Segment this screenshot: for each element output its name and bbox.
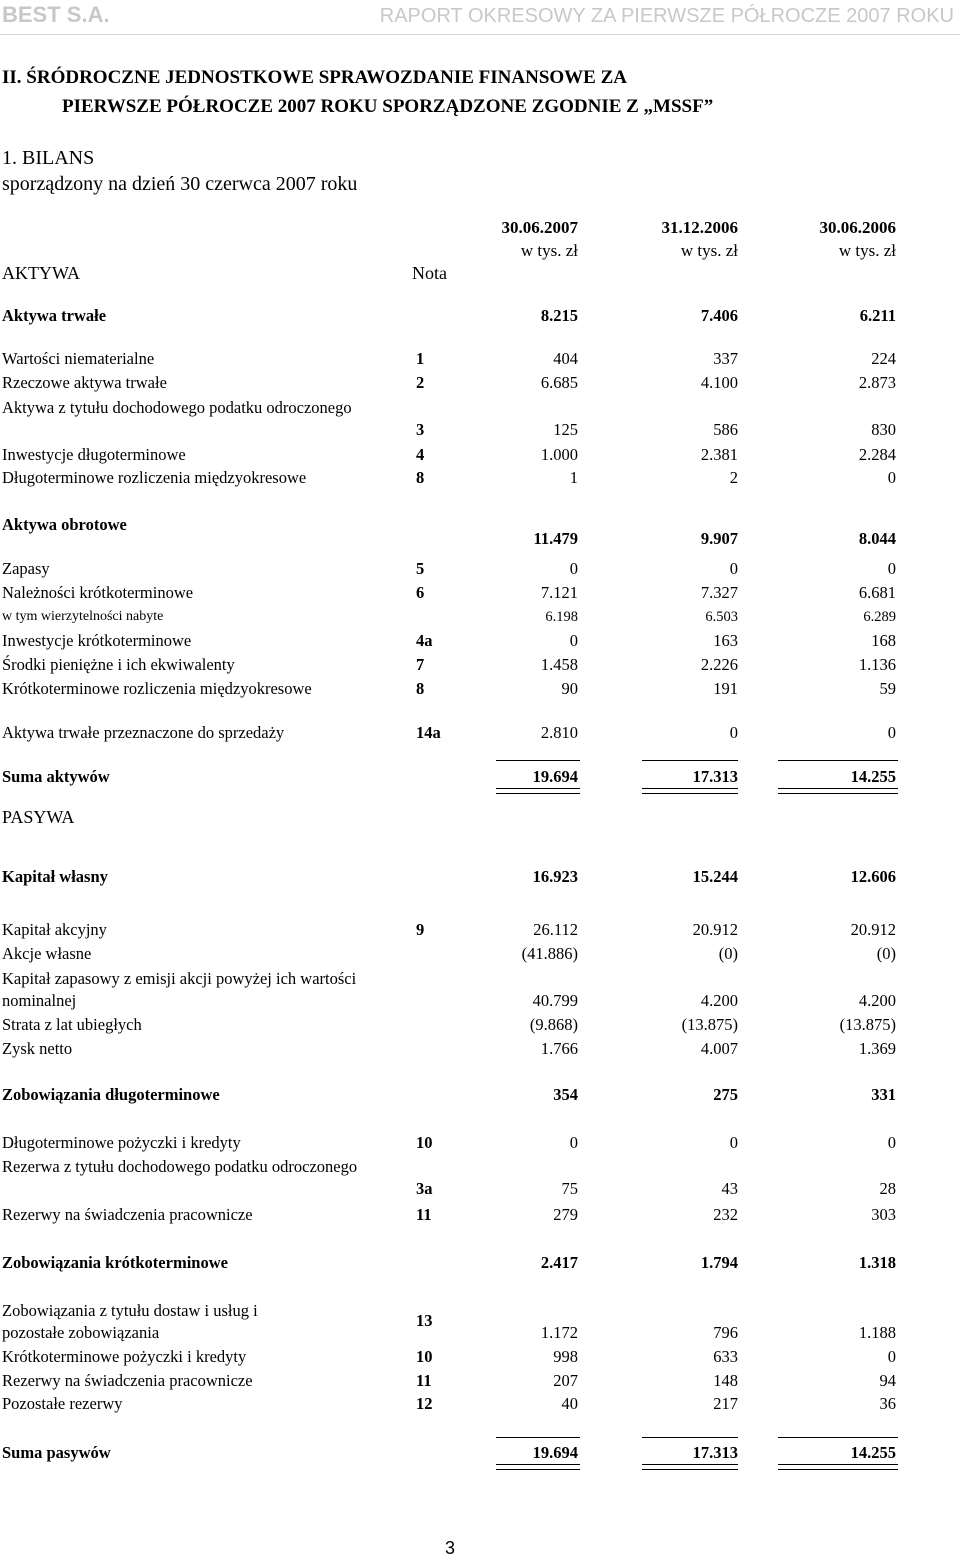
value-31-12-2006: 633 [713, 1347, 738, 1366]
value-30-06-2006: 830 [871, 420, 896, 439]
value-30-06-2007: 1 [569, 468, 578, 487]
note-number: 9 [416, 920, 425, 939]
row-label: Zobowiązania z tytułu dostaw i usług i pozostałe zobowiązania [2, 1301, 258, 1342]
value-30-06-2007: 40 [561, 1394, 578, 1413]
section-subtitle: sporządzony na dzień 30 czerwca 2007 roku [2, 173, 358, 195]
value-30-06-2006: 1.136 [858, 655, 896, 674]
value-30-06-2007: 8.215 [540, 306, 578, 325]
value-30-06-2006: 59 [879, 679, 896, 698]
row-kapital-wlasny [0, 866, 960, 888]
report-title: RAPORT OKRESOWY ZA PIERWSZE PÓŁROCZE 2007 ROKU [379, 5, 954, 27]
value-31-12-2006: 17.313 [692, 1443, 738, 1462]
value-31-12-2006: 275 [713, 1085, 738, 1104]
value-30-06-2006: 6.211 [859, 306, 896, 325]
note-number: 4a [416, 631, 433, 650]
row-label: Suma pasywów [2, 1443, 111, 1462]
sum-rule-col3-top [778, 760, 898, 761]
col2-date: 31.12.2006 [661, 218, 738, 237]
value-30-06-2007: 125 [553, 420, 578, 439]
note-number: 5 [416, 559, 425, 578]
note-number: 10 [416, 1347, 433, 1366]
value-30-06-2006: 2.284 [858, 445, 896, 464]
pasywa-heading: PASYWA [2, 807, 75, 827]
sum-double-rule-col2 [642, 788, 738, 794]
value-30-06-2006: 2.873 [858, 373, 896, 392]
row-inwestycje-dlugo [0, 444, 960, 466]
row-pozyczki-dlugo [0, 1132, 960, 1154]
row-zobowiazania-dlugo [0, 1084, 960, 1106]
value-30-06-2006: 1.318 [858, 1253, 896, 1272]
note-number: 12 [416, 1394, 433, 1413]
value-30-06-2007: 354 [553, 1085, 578, 1104]
value-30-06-2007: 0 [569, 1133, 578, 1152]
value-30-06-2006: 0 [887, 723, 896, 742]
value-31-12-2006: 0 [729, 1133, 738, 1152]
value-30-06-2006: 303 [871, 1205, 896, 1224]
row-strata [0, 1014, 960, 1036]
value-31-12-2006: 232 [713, 1205, 738, 1224]
value-30-06-2007: 404 [553, 349, 578, 368]
value-31-12-2006: 15.244 [692, 867, 738, 886]
value-30-06-2007: (9.868) [529, 1015, 578, 1034]
note-number: 7 [416, 655, 425, 674]
row-srodki-pieniezne [0, 654, 960, 676]
row-aktywa-trwale [0, 305, 960, 327]
value-30-06-2007: 1.172 [540, 1323, 578, 1342]
value-31-12-2006: 586 [713, 420, 738, 439]
row-label: Kapitał zapasowy z emisji akcji powyżej ich wartości nominalnej [2, 969, 357, 1010]
value-31-12-2006: (13.875) [681, 1015, 738, 1034]
value-30-06-2007: (41.886) [521, 944, 578, 963]
value-30-06-2007: 90 [561, 679, 578, 698]
value-30-06-2007: 0 [569, 631, 578, 650]
row-pozyczki-krotko [0, 1346, 960, 1368]
value-31-12-2006: 1.794 [700, 1253, 738, 1272]
value-30-06-2006: 0 [887, 468, 896, 487]
row-wierzytelnosci [0, 606, 960, 628]
value-30-06-2006: 4.200 [858, 991, 896, 1010]
sum-double-rule-col3 [778, 788, 898, 794]
value-30-06-2007: 279 [553, 1205, 578, 1224]
row-label: Długoterminowe pożyczki i kredyty [2, 1133, 241, 1152]
value-30-06-2007: 2.810 [540, 723, 578, 742]
value-30-06-2007: 6.198 [545, 609, 578, 625]
note-number: 8 [416, 468, 425, 487]
value-30-06-2007: 19.694 [532, 767, 578, 786]
value-30-06-2006: 28 [879, 1179, 896, 1198]
value-31-12-2006: 7.327 [700, 583, 738, 602]
sum2-double-rule-col1 [496, 1464, 580, 1470]
value-31-12-2006: 0 [729, 723, 738, 742]
value-30-06-2007: 0 [569, 559, 578, 578]
row-kapital-akcyjny [0, 919, 960, 941]
value-31-12-2006: 17.313 [692, 767, 738, 786]
value-30-06-2007: 16.923 [532, 867, 578, 886]
page-number: 3 [445, 1538, 456, 1558]
row-do-sprzedazy [0, 722, 960, 744]
row-label: Aktywa obrotowe [2, 515, 127, 534]
document-title-line-2: PIERWSZE PÓŁROCZE 2007 ROKU SPORZĄDZONE ZGODNIE Z „MSSF” [62, 96, 714, 117]
note-number: 13 [416, 1311, 433, 1330]
value-30-06-2006: 12.606 [850, 867, 896, 886]
col3-date: 30.06.2006 [819, 218, 896, 237]
value-30-06-2007: 998 [553, 1347, 578, 1366]
sum2-rule-col2-top [642, 1437, 738, 1438]
note-number: 10 [416, 1133, 433, 1152]
value-30-06-2007: 75 [561, 1179, 578, 1198]
row-label: Rezerwy na świadczenia pracownicze [2, 1371, 253, 1390]
note-number: 2 [416, 373, 425, 392]
value-31-12-2006: 7.406 [700, 306, 738, 325]
value-31-12-2006: 337 [713, 349, 738, 368]
row-wartosci-niematerialne [0, 348, 960, 370]
value-31-12-2006: 4.100 [700, 373, 738, 392]
note-number: 14a [416, 723, 441, 742]
value-31-12-2006: 6.503 [705, 609, 738, 625]
row-rozliczenia-krotko [0, 678, 960, 700]
value-31-12-2006: 191 [713, 679, 738, 698]
value-30-06-2007: 7.121 [540, 583, 578, 602]
row-label: Środki pieniężne i ich ekwiwalenty [2, 655, 235, 674]
value-30-06-2006: 14.255 [850, 767, 896, 786]
value-31-12-2006: (0) [718, 944, 738, 963]
value-30-06-2006: 14.255 [850, 1443, 896, 1462]
row-label: Inwestycje krótkoterminowe [2, 631, 192, 650]
col1-date: 30.06.2007 [501, 218, 578, 237]
value-30-06-2007: 1.458 [540, 655, 578, 674]
row-label: Kapitał własny [2, 867, 108, 886]
value-30-06-2007: 1.766 [540, 1039, 578, 1058]
value-30-06-2006: 224 [871, 349, 896, 368]
row-label: Rezerwy na świadczenia pracownicze [2, 1205, 253, 1224]
value-31-12-2006: 0 [729, 559, 738, 578]
sum-rule-col1-top [496, 760, 580, 761]
note-number: 3 [416, 420, 425, 439]
value-30-06-2006: 0 [887, 1133, 896, 1152]
value-31-12-2006: 796 [713, 1323, 738, 1342]
note-number: 11 [416, 1205, 432, 1224]
aktywa-heading: AKTYWA [2, 263, 80, 283]
row-label: Strata z lat ubiegłych [2, 1015, 142, 1034]
value-31-12-2006: 43 [721, 1179, 738, 1198]
row-label: Aktywa trwałe przeznaczone do sprzedaży [2, 723, 285, 742]
row-label: Kapitał akcyjny [2, 920, 107, 939]
row-label: Aktywa trwałe [2, 306, 107, 325]
row-label: Zapasy [2, 559, 50, 578]
row-label: Rzeczowe aktywa trwałe [2, 373, 167, 392]
value-30-06-2006: 6.289 [863, 609, 896, 625]
value-31-12-2006: 2.226 [700, 655, 738, 674]
row-rozliczenia-dlugo [0, 467, 960, 489]
sum2-rule-col1-top [496, 1437, 580, 1438]
value-31-12-2006: 163 [713, 631, 738, 650]
row-label: w tym wierzytelności nabyte [2, 609, 164, 624]
page-header [0, 0, 960, 35]
value-30-06-2006: 36 [879, 1394, 896, 1413]
row-label: Inwestycje długoterminowe [2, 445, 186, 464]
value-30-06-2006: 1.369 [858, 1039, 896, 1058]
row-zobowiazania-dostawy [0, 1300, 960, 1346]
row-zapasy [0, 558, 960, 580]
value-31-12-2006: 9.907 [700, 529, 738, 548]
value-30-06-2007: 40.799 [532, 991, 578, 1010]
col2-unit: w tys. zł [680, 241, 738, 260]
value-30-06-2006: 1.188 [858, 1323, 896, 1342]
row-rezerwy-swiadczenia-dlugo [0, 1204, 960, 1226]
value-30-06-2006: (13.875) [839, 1015, 896, 1034]
note-number: 4 [416, 445, 425, 464]
value-31-12-2006: 148 [713, 1371, 738, 1390]
section-heading: 1. BILANS [2, 147, 95, 169]
row-rezerwy-swiadczenia-krotko [0, 1370, 960, 1392]
row-label: Zysk netto [2, 1039, 73, 1058]
row-rzeczowe-aktywa [0, 372, 960, 394]
value-31-12-2006: 20.912 [692, 920, 738, 939]
row-label: Należności krótkoterminowe [2, 583, 194, 602]
value-30-06-2007: 207 [553, 1371, 578, 1390]
value-31-12-2006: 2.381 [700, 445, 738, 464]
value-30-06-2006: 8.044 [858, 529, 896, 548]
sum2-double-rule-col2 [642, 1464, 738, 1470]
value-30-06-2006: 20.912 [850, 920, 896, 939]
row-label: Suma aktywów [2, 767, 110, 786]
note-number: 3a [416, 1179, 433, 1198]
sum-rule-col2-top [642, 760, 738, 761]
row-label: Zobowiązania długoterminowe [2, 1085, 220, 1104]
note-number: 8 [416, 679, 425, 698]
row-label: Krótkoterminowe pożyczki i kredyty [2, 1347, 247, 1366]
row-label: Wartości niematerialne [2, 349, 155, 368]
row-label: Rezerwa z tytułu dochodowego podatku odroczonego [2, 1157, 358, 1176]
value-30-06-2006: 0 [887, 1347, 896, 1366]
row-inwestycje-krotko [0, 630, 960, 652]
col1-unit: w tys. zł [520, 241, 578, 260]
row-pozostale-rezerwy [0, 1393, 960, 1415]
value-30-06-2006: 331 [871, 1085, 896, 1104]
note-number: 6 [416, 583, 425, 602]
row-zobowiazania-krotko [0, 1252, 960, 1274]
company-name: BEST S.A. [2, 2, 110, 27]
value-30-06-2007: 19.694 [532, 1443, 578, 1462]
row-label: Krótkoterminowe rozliczenia międzyokresowe [2, 679, 312, 698]
value-31-12-2006: 2 [729, 468, 738, 487]
sum-double-rule-col1 [496, 788, 580, 794]
row-label: Akcje własne [2, 944, 92, 963]
value-30-06-2007: 26.112 [533, 920, 578, 939]
row-aktywa-obrotowe-values [0, 528, 960, 550]
sum2-double-rule-col3 [778, 1464, 898, 1470]
row-label: Pozostałe rezerwy [2, 1394, 123, 1413]
row-naleznosci [0, 582, 960, 604]
value-30-06-2007: 1.000 [540, 445, 578, 464]
nota-heading: Nota [412, 263, 447, 283]
note-number: 1 [416, 349, 425, 368]
value-31-12-2006: 217 [713, 1394, 738, 1413]
row-rezerwa-podatek [0, 1156, 960, 1202]
document-title-line-1: II. ŚRÓDROCZNE JEDNOSTKOWE SPRAWOZDANIE FINANSOWE ZA [2, 67, 627, 88]
value-30-06-2006: 6.681 [858, 583, 896, 602]
value-30-06-2006: 94 [879, 1371, 896, 1390]
value-30-06-2007: 11.479 [533, 529, 578, 548]
row-kapital-zapasowy [0, 968, 960, 1014]
sum2-rule-col3-top [778, 1437, 898, 1438]
value-30-06-2006: (0) [876, 944, 896, 963]
row-label: Zobowiązania krótkoterminowe [2, 1253, 228, 1272]
row-zysk-netto [0, 1038, 960, 1060]
value-31-12-2006: 4.200 [700, 991, 738, 1010]
row-akcje-wlasne [0, 943, 960, 965]
row-label: Długoterminowe rozliczenia międzyokresowe [2, 468, 307, 487]
note-number: 11 [416, 1371, 432, 1390]
value-30-06-2007: 6.685 [540, 373, 578, 392]
col3-unit: w tys. zł [838, 241, 896, 260]
row-suma-aktywow [0, 766, 960, 788]
value-30-06-2006: 168 [871, 631, 896, 650]
value-30-06-2006: 0 [887, 559, 896, 578]
row-suma-pasywow [0, 1442, 960, 1464]
row-aktywa-podatek [0, 397, 960, 443]
value-31-12-2006: 4.007 [700, 1039, 738, 1058]
value-30-06-2007: 2.417 [540, 1253, 578, 1272]
row-label: Aktywa z tytułu dochodowego podatku odroczonego [2, 398, 352, 417]
